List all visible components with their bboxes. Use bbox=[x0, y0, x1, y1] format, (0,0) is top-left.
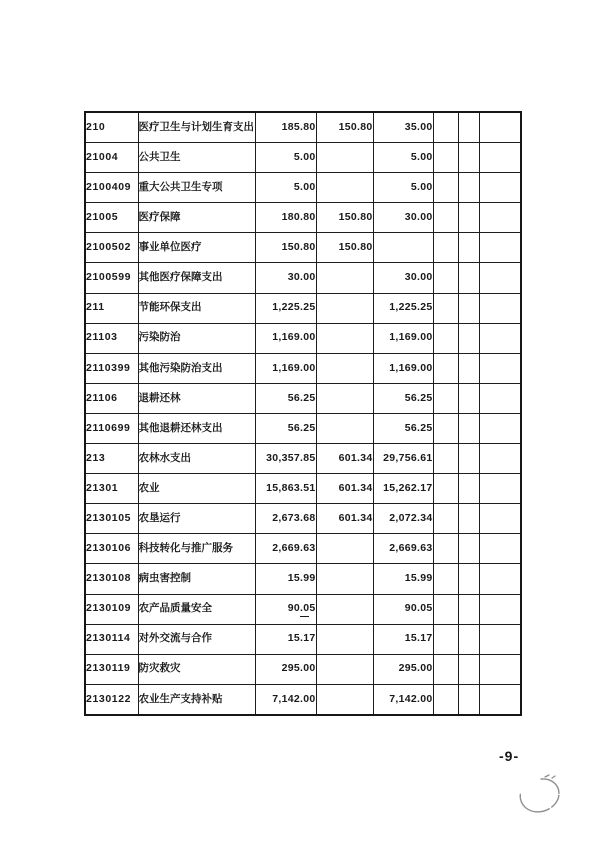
blank-cell-1 bbox=[433, 564, 458, 594]
table-row bbox=[85, 534, 521, 564]
amount-3-cell: 90.05 bbox=[373, 594, 433, 624]
amount-3-cell: 15.17 bbox=[373, 624, 433, 654]
page-number: -9- bbox=[499, 748, 520, 764]
code-cell: 2100599 bbox=[85, 263, 138, 293]
item-name-cell: 医疗卫生与计划生育支出 bbox=[138, 112, 255, 143]
item-name-cell: 事业单位医疗 bbox=[138, 233, 255, 263]
table-row bbox=[85, 684, 521, 715]
amount-3-cell: 295.00 bbox=[373, 654, 433, 684]
blank-cell-3 bbox=[479, 143, 521, 173]
blank-cell-2 bbox=[458, 112, 479, 143]
blank-cell-2 bbox=[458, 233, 479, 263]
amount-1-cell: 185.80 bbox=[255, 112, 316, 143]
code-cell: 2130109 bbox=[85, 594, 138, 624]
table-row bbox=[85, 173, 521, 203]
amount-3-cell: 56.25 bbox=[373, 383, 433, 413]
blank-cell-3 bbox=[479, 474, 521, 504]
blank-cell-3 bbox=[479, 684, 521, 715]
code-cell: 2130105 bbox=[85, 504, 138, 534]
amount-3-cell: 56.25 bbox=[373, 413, 433, 443]
amount-2-cell bbox=[316, 564, 373, 594]
amount-2-cell: 601.34 bbox=[316, 444, 373, 474]
amount-3-cell: 7,142.00 bbox=[373, 684, 433, 715]
amount-3-cell: 5.00 bbox=[373, 173, 433, 203]
blank-cell-2 bbox=[458, 654, 479, 684]
blank-cell-1 bbox=[433, 353, 458, 383]
amount-2-cell bbox=[316, 263, 373, 293]
table-row bbox=[85, 353, 521, 383]
amount-1-cell: 56.25 bbox=[255, 413, 316, 443]
blank-cell-1 bbox=[433, 534, 458, 564]
blank-cell-1 bbox=[433, 173, 458, 203]
amount-1-cell: 2,673.68 bbox=[255, 504, 316, 534]
amount-3-cell: 5.00 bbox=[373, 143, 433, 173]
item-name-cell: 病虫害控制 bbox=[138, 564, 255, 594]
amount-1-cell: 5.00 bbox=[255, 173, 316, 203]
blank-cell-2 bbox=[458, 383, 479, 413]
amount-1-cell: 15.99 bbox=[255, 564, 316, 594]
blank-cell-2 bbox=[458, 203, 479, 233]
amount-2-cell bbox=[316, 323, 373, 353]
item-name-cell: 污染防治 bbox=[138, 323, 255, 353]
blank-cell-1 bbox=[433, 413, 458, 443]
amount-2-cell bbox=[316, 143, 373, 173]
amount-1-cell: 5.00 bbox=[255, 143, 316, 173]
code-cell: 2130119 bbox=[85, 654, 138, 684]
amount-2-cell bbox=[316, 594, 373, 624]
code-cell: 2100502 bbox=[85, 233, 138, 263]
amount-3-cell: 29,756.61 bbox=[373, 444, 433, 474]
blank-cell-3 bbox=[479, 624, 521, 654]
table-row bbox=[85, 323, 521, 353]
budget-table-body bbox=[85, 112, 521, 715]
blank-cell-1 bbox=[433, 654, 458, 684]
amount-3-cell: 30.00 bbox=[373, 263, 433, 293]
blank-cell-3 bbox=[479, 203, 521, 233]
code-cell: 2100409 bbox=[85, 173, 138, 203]
item-name-cell: 对外交流与合作 bbox=[138, 624, 255, 654]
item-name-cell: 农业 bbox=[138, 474, 255, 504]
item-name-cell: 公共卫生 bbox=[138, 143, 255, 173]
item-name-cell: 农垦运行 bbox=[138, 504, 255, 534]
blank-cell-1 bbox=[433, 624, 458, 654]
blank-cell-1 bbox=[433, 293, 458, 323]
amount-3-cell: 35.00 bbox=[373, 112, 433, 143]
blank-cell-3 bbox=[479, 413, 521, 443]
blank-cell-1 bbox=[433, 504, 458, 534]
blank-cell-1 bbox=[433, 444, 458, 474]
amount-1-cell: 15.17 bbox=[255, 624, 316, 654]
table-row bbox=[85, 143, 521, 173]
blank-cell-1 bbox=[433, 112, 458, 143]
code-cell: 2130122 bbox=[85, 684, 138, 715]
amount-3-cell: 30.00 bbox=[373, 203, 433, 233]
amount-2-cell bbox=[316, 353, 373, 383]
table-row bbox=[85, 654, 521, 684]
table-row bbox=[85, 624, 521, 654]
blank-cell-3 bbox=[479, 594, 521, 624]
blank-cell-1 bbox=[433, 143, 458, 173]
code-cell: 2110399 bbox=[85, 353, 138, 383]
blank-cell-3 bbox=[479, 444, 521, 474]
pen-scribble-mark bbox=[512, 770, 566, 824]
code-cell: 21301 bbox=[85, 474, 138, 504]
amount-1-cell: 1,169.00 bbox=[255, 323, 316, 353]
blank-cell-1 bbox=[433, 684, 458, 715]
blank-cell-3 bbox=[479, 293, 521, 323]
blank-cell-2 bbox=[458, 474, 479, 504]
blank-cell-3 bbox=[479, 654, 521, 684]
amount-1-cell: 295.00 bbox=[255, 654, 316, 684]
item-name-cell: 农林水支出 bbox=[138, 444, 255, 474]
amount-2-cell bbox=[316, 534, 373, 564]
amount-2-cell bbox=[316, 624, 373, 654]
amount-1-cell: 30,357.85 bbox=[255, 444, 316, 474]
amount-1-cell: 7,142.00 bbox=[255, 684, 316, 715]
item-name-cell: 科技转化与推广服务 bbox=[138, 534, 255, 564]
amount-3-cell: 1,169.00 bbox=[373, 353, 433, 383]
blank-cell-2 bbox=[458, 684, 479, 715]
blank-cell-3 bbox=[479, 323, 521, 353]
blank-cell-2 bbox=[458, 323, 479, 353]
table-row bbox=[85, 112, 521, 143]
blank-cell-2 bbox=[458, 413, 479, 443]
code-cell: 2110699 bbox=[85, 413, 138, 443]
item-name-cell: 节能环保支出 bbox=[138, 293, 255, 323]
amount-2-cell bbox=[316, 173, 373, 203]
table-row bbox=[85, 293, 521, 323]
blank-cell-1 bbox=[433, 203, 458, 233]
amount-2-cell: 150.80 bbox=[316, 233, 373, 263]
item-name-cell: 其他医疗保障支出 bbox=[138, 263, 255, 293]
code-cell: 211 bbox=[85, 293, 138, 323]
blank-cell-2 bbox=[458, 534, 479, 564]
blank-cell-2 bbox=[458, 504, 479, 534]
table-row bbox=[85, 594, 521, 624]
amount-2-cell: 150.80 bbox=[316, 203, 373, 233]
code-cell: 213 bbox=[85, 444, 138, 474]
blank-cell-3 bbox=[479, 112, 521, 143]
amount-2-cell: 601.34 bbox=[316, 504, 373, 534]
table-row bbox=[85, 504, 521, 534]
table-row bbox=[85, 564, 521, 594]
amount-2-cell: 601.34 bbox=[316, 474, 373, 504]
blank-cell-2 bbox=[458, 263, 479, 293]
blank-cell-3 bbox=[479, 534, 521, 564]
amount-3-cell: 1,225.25 bbox=[373, 293, 433, 323]
amount-2-cell bbox=[316, 383, 373, 413]
item-name-cell: 其他污染防治支出 bbox=[138, 353, 255, 383]
amount-1-cell: 1,225.25 bbox=[255, 293, 316, 323]
amount-3-cell bbox=[373, 233, 433, 263]
blank-cell-3 bbox=[479, 233, 521, 263]
amount-1-cell: 90.05 bbox=[255, 594, 316, 624]
code-cell: 2130114 bbox=[85, 624, 138, 654]
blank-cell-3 bbox=[479, 263, 521, 293]
code-cell: 21103 bbox=[85, 323, 138, 353]
blank-cell-1 bbox=[433, 383, 458, 413]
amount-1-cell: 56.25 bbox=[255, 383, 316, 413]
code-cell: 21004 bbox=[85, 143, 138, 173]
blank-cell-3 bbox=[479, 383, 521, 413]
code-cell: 21106 bbox=[85, 383, 138, 413]
blank-cell-3 bbox=[479, 564, 521, 594]
item-name-cell: 农业生产支持补贴 bbox=[138, 684, 255, 715]
item-name-cell: 农产品质量安全 bbox=[138, 594, 255, 624]
amount-1-cell: 30.00 bbox=[255, 263, 316, 293]
blank-cell-2 bbox=[458, 143, 479, 173]
blank-cell-1 bbox=[433, 474, 458, 504]
blank-cell-1 bbox=[433, 233, 458, 263]
blank-cell-2 bbox=[458, 293, 479, 323]
amount-2-cell: 150.80 bbox=[316, 112, 373, 143]
table-row bbox=[85, 383, 521, 413]
amount-3-cell: 15,262.17 bbox=[373, 474, 433, 504]
blank-cell-2 bbox=[458, 594, 479, 624]
amount-1-cell: 2,669.63 bbox=[255, 534, 316, 564]
blank-cell-1 bbox=[433, 263, 458, 293]
amount-1-cell: 15,863.51 bbox=[255, 474, 316, 504]
table-row bbox=[85, 444, 521, 474]
amount-2-cell bbox=[316, 413, 373, 443]
amount-3-cell: 1,169.00 bbox=[373, 323, 433, 353]
amount-1-cell: 150.80 bbox=[255, 233, 316, 263]
amount-3-cell: 2,669.63 bbox=[373, 534, 433, 564]
budget-table bbox=[84, 111, 522, 716]
amount-3-cell: 2,072.34 bbox=[373, 504, 433, 534]
blank-cell-2 bbox=[458, 564, 479, 594]
item-name-cell: 医疗保障 bbox=[138, 203, 255, 233]
code-cell: 2130108 bbox=[85, 564, 138, 594]
amount-3-cell: 15.99 bbox=[373, 564, 433, 594]
code-cell: 21005 bbox=[85, 203, 138, 233]
code-cell: 210 bbox=[85, 112, 138, 143]
blank-cell-3 bbox=[479, 173, 521, 203]
amount-1-cell: 180.80 bbox=[255, 203, 316, 233]
blank-cell-2 bbox=[458, 444, 479, 474]
blank-cell-2 bbox=[458, 173, 479, 203]
amount-2-cell bbox=[316, 293, 373, 323]
blank-cell-3 bbox=[479, 353, 521, 383]
blank-cell-2 bbox=[458, 624, 479, 654]
blank-cell-1 bbox=[433, 323, 458, 353]
item-name-cell: 防灾救灾 bbox=[138, 654, 255, 684]
blank-cell-3 bbox=[479, 504, 521, 534]
table-row bbox=[85, 233, 521, 263]
table-row bbox=[85, 413, 521, 443]
amount-2-cell bbox=[316, 654, 373, 684]
item-name-cell: 重大公共卫生专项 bbox=[138, 173, 255, 203]
code-cell: 2130106 bbox=[85, 534, 138, 564]
item-name-cell: 其他退耕还林支出 bbox=[138, 413, 255, 443]
blank-cell-1 bbox=[433, 594, 458, 624]
amount-2-cell bbox=[316, 684, 373, 715]
amount-1-cell: 1,169.00 bbox=[255, 353, 316, 383]
table-row bbox=[85, 203, 521, 233]
table-row bbox=[85, 474, 521, 504]
blank-cell-2 bbox=[458, 353, 479, 383]
item-name-cell: 退耕还林 bbox=[138, 383, 255, 413]
table-row bbox=[85, 263, 521, 293]
